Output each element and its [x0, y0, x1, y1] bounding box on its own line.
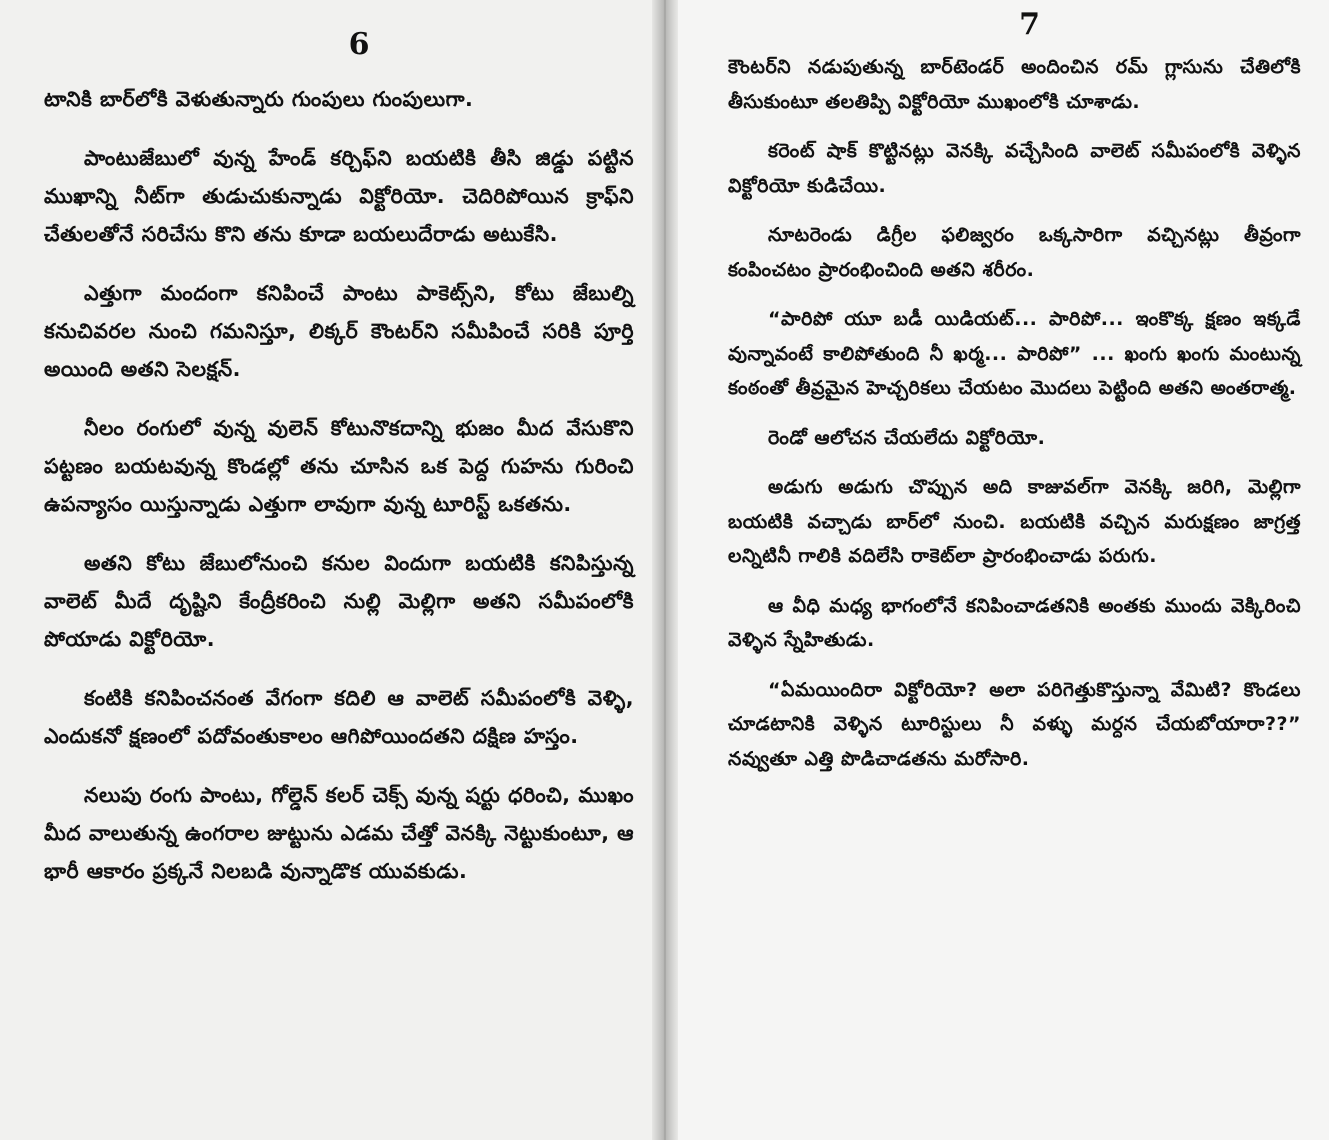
left-page	[0, 0, 664, 1140]
paragraph: నూటరెండు డిగ్రీల ఫలిజ్వరం ఒక్కసారిగా వచ్చినట్లు తీవ్రంగా కంపించటం ప్రారంభించింది అతని శరీరం.	[728, 224, 1301, 281]
paragraph: అతని కోటు జేబులోనుంచి కనుల విందుగా బయటికి కనిపిస్తున్న వాలెట్ మీదే దృష్టిని కేంద్రీకరించి నుల్లి మెల్లిగా అతని సమీపంలోకి పోయాడు విక్టోరియో.	[44, 551, 634, 651]
paragraph: పాంటుజేబులో వున్న హేండ్ కర్చిఫ్‌ని బయటికి తీసి జిడ్డు పట్టిన ముఖాన్ని నీట్‌గా తుడుచుకున్నాడు విక్టోరియో. చెదిరిపోయిన క్రాఫ్‌ని చేతులతోనే సరిచేసు కొని తను కూడా బయలుదేరాడు అటుకేసి.	[44, 146, 634, 246]
paragraph: ఆ వీధి మధ్య భాగంలోనే కనిపించాడతనికి అంతకు ముందు వెక్కిరించి వెళ్ళిన స్నేహితుడు.	[728, 594, 1301, 651]
paragraph: “పారిపో యూ బడీ యిడియట్... పారిపో... ఇంకొక్క క్షణం ఇక్కడే వున్నావంటే కాలిపోతుంది నీ ఖర్మ... పారిపో” ... ఖంగు ఖంగు మంటున్న కంఠంతో తీవ్రమైన హెచ్చరికలు చేయటం మొదలు పెట్టింది అతని అంతరాత్మ.	[728, 308, 1301, 399]
paragraph: అడుగు అడుగు చొప్పున అది కాజువల్‌గా వెనక్కి జరిగి, మెల్లిగా బయటికి వచ్చాడు బార్‌లో నుంచి. బయటికి వచ్చిన మరుక్షణం జాగ్రత్త లన్నిటినీ గాలికి వదిలేసి రాకెట్‌లా ప్రారంభించాడు పరుగు.	[728, 476, 1301, 567]
book-gutter	[652, 0, 678, 1140]
paragraph: నీలం రంగులో వున్న వులెన్ కోటునొకదాన్ని భుజం మీద వేసుకొని పట్టణం బయటవున్న కొండల్లో తను చూసిన ఒక పెద్ద గుహను గురించి ఉపన్యాసం యిస్తున్నాడు ఎత్తుగా లావుగా వున్న టూరిస్ట్ ఒకతను.	[44, 416, 634, 516]
paragraph: ఎత్తుగా మందంగా కనిపించే పాంటు పాకెట్స్‌ని, కోటు జేబుల్ని కనుచివరల నుంచి గమనిస్తూ, లిక్కర్ కౌంటర్‌ని సమీపించే సరికి పూర్తి అయింది అతని సెలక్షన్.	[44, 281, 634, 381]
paragraph: కరెంట్ షాక్ కొట్టినట్లు వెనక్కి వచ్చేసింది వాలెట్ సమీపంలోకి వెళ్ళిన విక్టోరియో కుడిచేయి.	[728, 140, 1301, 197]
paragraph: రెండో ఆలోచన చేయలేదు విక్టోరియో.	[768, 426, 1046, 449]
paragraph: “ఏమయిందిరా విక్టోరియో? అలా పరిగెత్తుకొస్తున్నా వేమిటి? కొండలు చూడటానికి వెళ్ళిన టూరిస్టులు నీ వళ్ళు మర్దన చేయబోయారా??” నవ్వుతూ ఎత్తి పొడిచాడతను మరోసారి.	[728, 678, 1301, 770]
right-page	[664, 0, 1329, 1140]
paragraph: నలుపు రంగు పాంటు, గోల్డెన్ కలర్ చెక్స్ వున్న షర్టు ధరించి, ముఖం మీద వాలుతున్న ఉంగరాల జుట్టును ఎడమ చేత్తో వెనక్కి నెట్టుకుంటూ, ఆ భారీ ఆకారం ప్రక్కనే నిలబడి వున్నాడొక యువకుడు.	[44, 783, 634, 883]
paragraph: కౌంటర్‌ని నడుపుతున్న బార్‌టెండర్ అందించిన రమ్ గ్లాసును చేతిలోకి తీసుకుంటూ తలతిప్పి విక్టోరియో ముఖంలోకి చూశాడు.	[728, 56, 1301, 113]
paragraph: టానికి బార్‌లోకి వెళుతున్నారు గుంపులు గుంపులుగా.	[44, 87, 474, 111]
page-number: 7	[1019, 7, 1040, 42]
paragraph: కంటికి కనిపించనంత వేగంగా కదిలి ఆ వాలెట్ సమీపంలోకి వెళ్ళి, ఎందుకనో క్షణంలో పదోవంతుకాలం ఆగిపోయిందతని దక్షిణ హస్తం.	[44, 686, 634, 748]
page-number: 6	[348, 27, 370, 62]
